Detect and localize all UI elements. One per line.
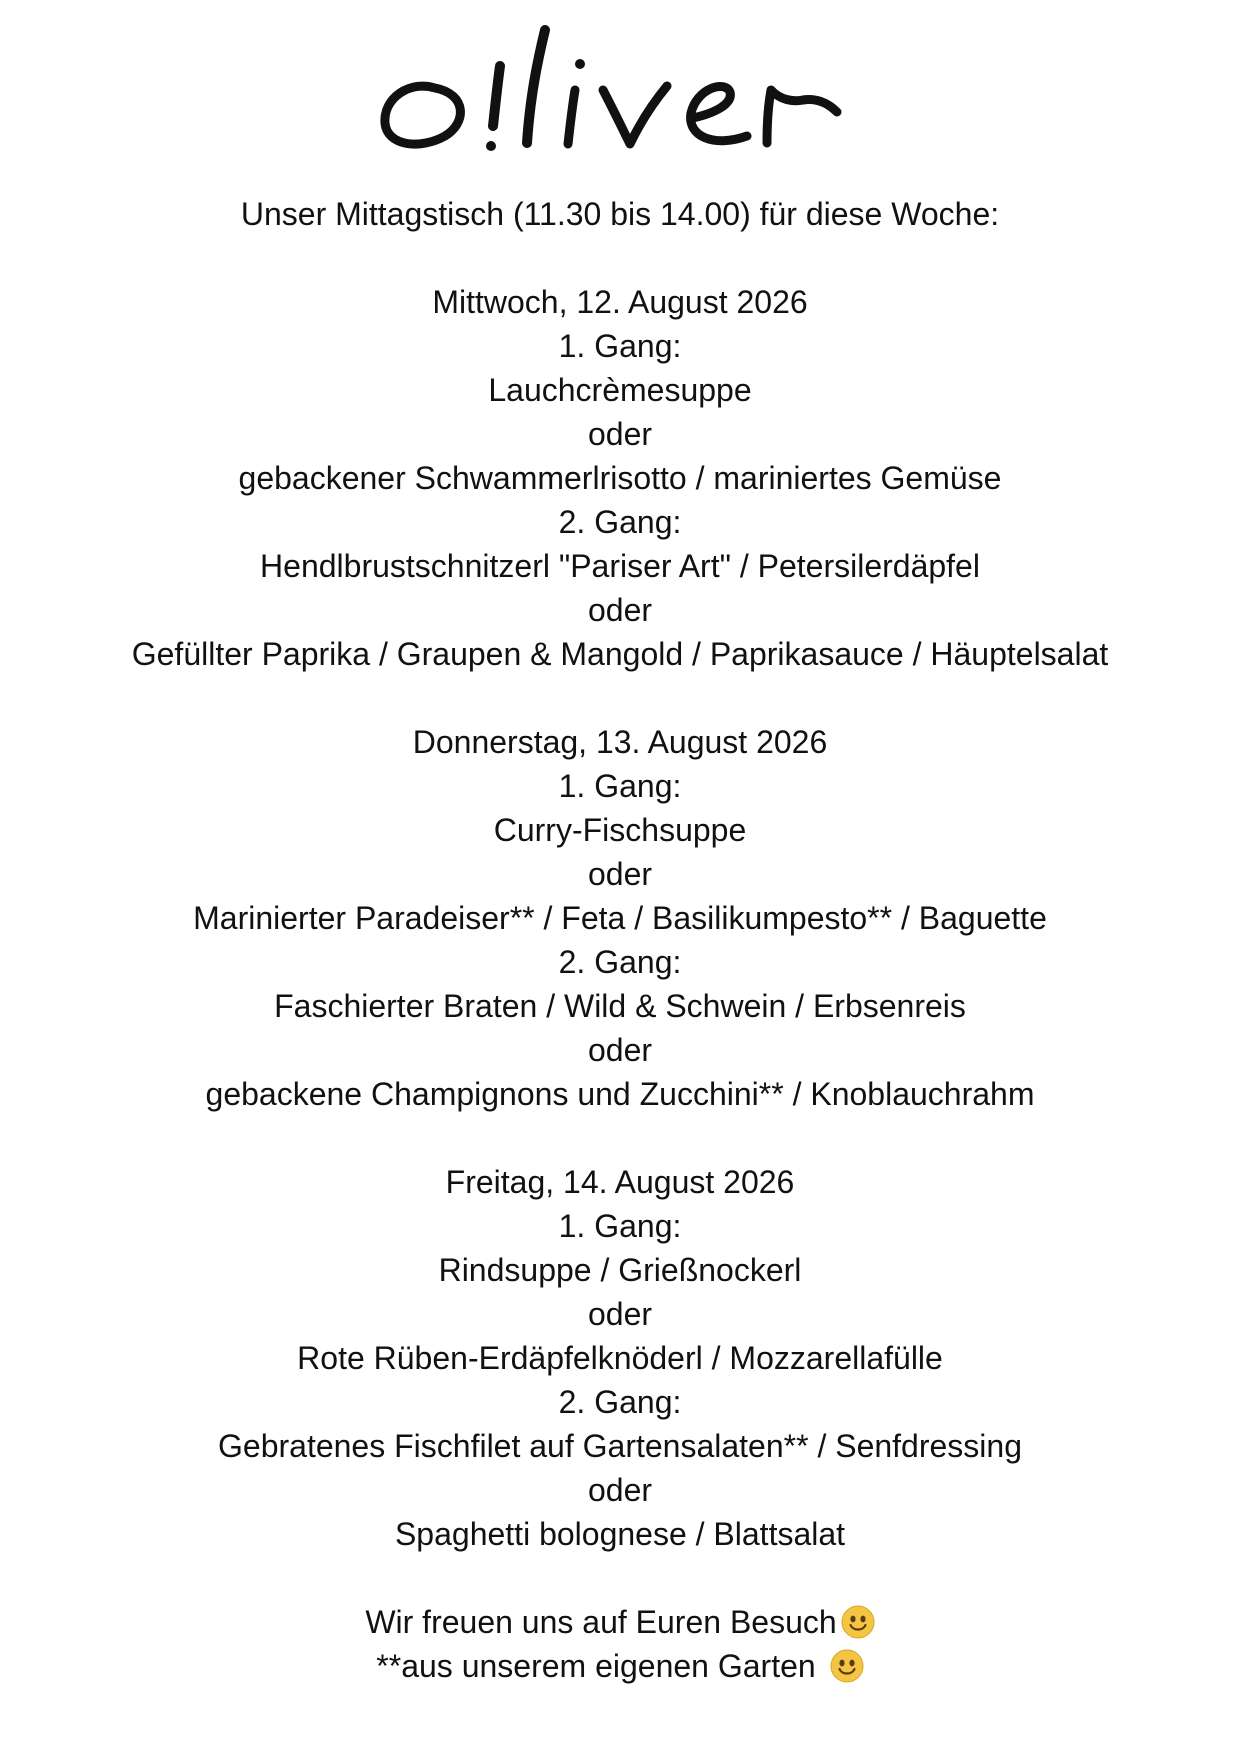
course-1-option-1: Curry-Fischsuppe: [493, 812, 747, 848]
garden-note-line: [0, 1644, 1240, 1688]
course-1-option-1: Rindsuppe / Grießnockerl: [438, 1252, 802, 1288]
or-separator: oder: [587, 1296, 653, 1332]
or-separator: oder: [587, 416, 653, 452]
day-wednesday: [0, 280, 1240, 676]
footer: [0, 1600, 1240, 1688]
course-1-option-2: Marinierter Paradeiser** / Feta / Basilikumpesto** / Baguette: [193, 900, 1047, 936]
garden-note-text: **aus unserem eigenen Garten: [376, 1648, 816, 1684]
logo-text: [375, 74, 865, 75]
logo-graphic: [375, 18, 865, 168]
course-1-label: 1. Gang:: [558, 328, 682, 364]
greeting-text: Wir freuen uns auf Euren Besuch: [365, 1604, 837, 1640]
or-separator: oder: [587, 592, 653, 628]
or-separator: oder: [587, 856, 653, 892]
course-1-label: 1. Gang:: [558, 768, 682, 804]
course-2-option-2: Spaghetti bolognese / Blattsalat: [394, 1516, 846, 1552]
intro-text: Unser Mittagstisch (11.30 bis 14.00) für diese Woche:: [240, 196, 1000, 232]
course-1-label: 1. Gang:: [558, 1208, 682, 1244]
course-2-option-1: Hendlbrustschnitzerl "Pariser Art" / Petersilerdäpfel: [260, 548, 980, 584]
or-separator: oder: [587, 1472, 653, 1508]
greeting-line: [0, 1600, 1240, 1644]
or-separator: oder: [587, 1032, 653, 1068]
smiling-face-icon: [830, 1649, 864, 1683]
course-2-option-2: gebackene Champignons und Zucchini** / Knoblauchrahm: [205, 1076, 1035, 1112]
course-2-option-1: Faschierter Braten / Wild & Schwein / Erbsenreis: [274, 988, 966, 1024]
day-date: Mittwoch, 12. August 2026: [432, 284, 808, 320]
course-2-label: 2. Gang:: [558, 504, 682, 540]
course-2-label: 2. Gang:: [558, 1384, 682, 1420]
course-1-option-1: Lauchcrèmesuppe: [488, 372, 752, 408]
smiling-face-icon: [841, 1605, 875, 1639]
day-friday: [0, 1160, 1240, 1556]
day-date: Donnerstag, 13. August 2026: [412, 724, 828, 760]
course-1-option-2: Rote Rüben-Erdäpfelknöderl / Mozzarellafülle: [297, 1340, 943, 1376]
course-2-label: 2. Gang:: [558, 944, 682, 980]
course-2-option-1: Gebratenes Fischfilet auf Gartensalaten** / Senfdressing: [218, 1428, 1022, 1464]
menu-content: [0, 192, 1240, 1688]
oliver-logo: [375, 18, 865, 168]
day-date: Freitag, 14. August 2026: [445, 1164, 795, 1200]
day-thursday: [0, 720, 1240, 1116]
course-2-option-2: Gefüllter Paprika / Graupen & Mangold / Paprikasauce / Häuptelsalat: [131, 636, 1109, 672]
course-1-option-2: gebackener Schwammerlrisotto / mariniertes Gemüse: [238, 460, 1002, 496]
